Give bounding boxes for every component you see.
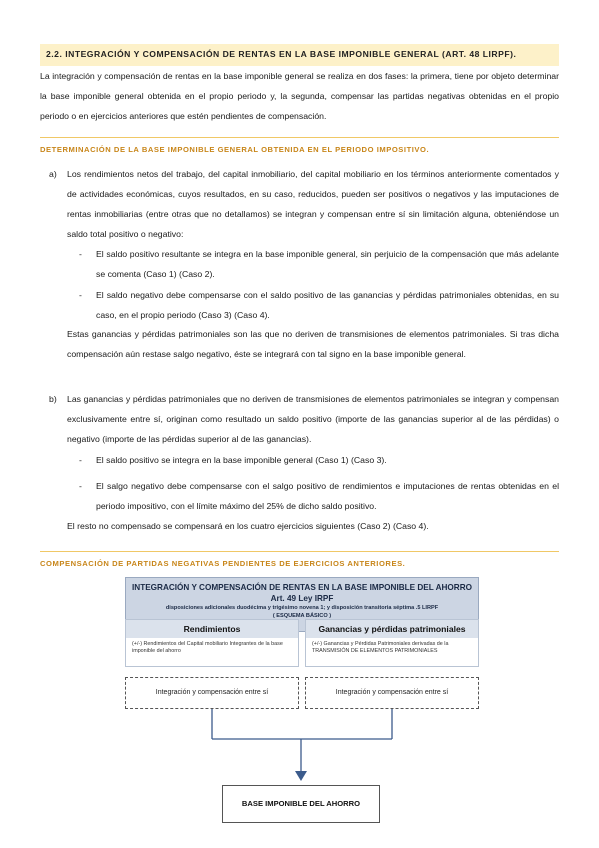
section-title-compensacion: COMPENSACIÓN DE PARTIDAS NEGATIVAS PENDIENTES DE EJERCICIOS ANTERIORES. (40, 551, 559, 568)
list-marker-a: a) (49, 169, 57, 179)
item-a-bullet-1: El saldo positivo resultante se integra en la base imponible general, sin perjuicio de la compensación que más adelante se comenta (Caso 1) (Caso 2). (96, 249, 559, 279)
bullet-dash: - (79, 455, 82, 465)
rendimientos-text: (+/-) Rendimientos del Capital mobiliario Integrantes de la base imponible del ahorro (132, 641, 283, 654)
ganancias-title: Ganancias y pérdidas patrimoniales (306, 620, 478, 638)
diagram-header-note2: ( ESQUEMA BÁSICO ) (272, 613, 332, 619)
list-marker-b: b) (49, 394, 57, 404)
right-integration-step: Integración y compensación entre sí (305, 677, 479, 709)
section-title-base-general: DETERMINACIÓN DE LA BASE IMPONIBLE GENERAL OBTENIDA EN EL PERIODO IMPOSITIVO. (40, 137, 559, 154)
bullet-dash: - (79, 249, 82, 259)
rendimientos-title: Rendimientos (126, 620, 298, 638)
main-heading: 2.2. INTEGRACIÓN Y COMPENSACIÓN DE RENTAS EN LA BASE IMPONIBLE GENERAL (ART. 48 LIRPF). (40, 44, 559, 66)
item-b-tail: El resto no compensado se compensará en los cuatro ejercicios siguientes (Caso 2) (Caso 4). (67, 521, 429, 531)
left-integration-step: Integración y compensación entre sí (125, 677, 299, 709)
diagram-header-title: INTEGRACIÓN Y COMPENSACIÓN DE RENTAS EN LA BASE IMPONIBLE DEL AHORRO (132, 583, 472, 592)
item-a-text: Los rendimientos netos del trabajo, del capital inmobiliario, del capital mobiliario en los términos anteriormente comentados y de actividades económicas, cuyos resultados, en su caso, reducidos, pueden ser positivos o negativos y las imputaciones de rentas inmobiliarias (entre otras que no detallamos) se integran y compensan entre sí sin limitación alguna, obteniéndose un saldo total positivo o negativo: (67, 169, 559, 239)
diagram-header-subtitle: Art. 49 Ley IRPF (270, 594, 334, 603)
bullet-dash: - (79, 481, 82, 491)
ganancias-text: (+/-) Ganancias y Pérdidas Patrimoniales derivadas de la TRANSMISIÓN DE ELEMENTOS PATRIMONIALES (312, 641, 449, 654)
base-ahorro-result: BASE IMPONIBLE DEL AHORRO (222, 785, 380, 823)
rendimientos-box (125, 619, 299, 667)
item-b-text: Las ganancias y pérdidas patrimoniales que no deriven de transmisiones de elementos patrimoniales se integran y compensan exclusivamente entre sí, originan como resultado un saldo positivo (importe de las ganancias superior al de las pérdidas) o negativo (importe de las pérdidas superior al de las ganancias). (67, 394, 559, 444)
item-a-tail: Estas ganancias y pérdidas patrimoniales son las que no deriven de transmisiones de elementos patrimoniales. Si tras dicha compensación aún restase salgo negativo, éste se integrará con tal signo en la base imponible general. (67, 329, 559, 359)
intro-paragraph: La integración y compensación de rentas en la base imponible general se realiza en dos fases: la primera, tiene por objeto determinar la base imponible general obtenida en el propio periodo y, la segunda, compensar las partidas negativas obtenidas en el propio periodo o en ejercicios anteriores que estén pendientes de compensación. (40, 71, 559, 121)
item-b-bullet-2: El salgo negativo debe compensarse con el salgo positivo de rendimientos e imputaciones de rentas obtenidas en el periodo impositivo, con el límite máximo del 25% de dicho saldo positivo. (96, 481, 559, 511)
bullet-dash: - (79, 290, 82, 300)
diagram-header-note: disposiciones adicionales duodécima y trigésimo novena 1; y disposición transitoria séptima .5 LIRPF (165, 605, 439, 611)
ganancias-box (305, 619, 479, 667)
arrow-down-icon (295, 771, 307, 781)
ahorro-diagram (125, 577, 479, 841)
item-a-bullet-2: El saldo negativo debe compensarse con el saldo positivo de las ganancias y pérdidas patrimoniales obtenidas, en su caso, en el propio periodo (Caso 3) (Caso 4). (96, 290, 559, 320)
item-b-bullet-1: El saldo positivo se integra en la base imponible general (Caso 1) (Caso 3). (96, 455, 387, 465)
